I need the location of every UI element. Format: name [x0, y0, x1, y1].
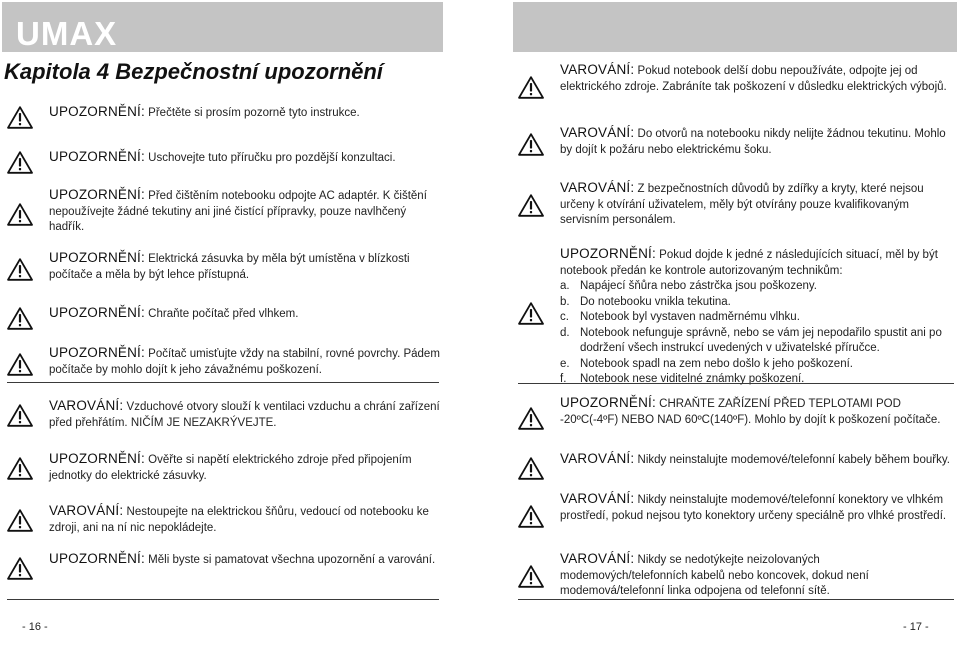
- list-item: [560, 279, 950, 295]
- warning-icon: [518, 407, 544, 430]
- notice-label: VAROVÁNÍ:: [560, 551, 635, 566]
- notice-text: Nikdy neinstalujte modemové/telefonní kabely během bouřky.: [637, 454, 950, 466]
- notice-label: VAROVÁNÍ:: [560, 491, 635, 506]
- notice-text: Nestoupejte na elektrickou šňůru, vedoucí od notebooku ke zdroji, ani na ní nic nepokládejte.: [49, 506, 429, 534]
- notice-text: Uschovejte tuto příručku pro pozdější konzultaci.: [148, 152, 396, 164]
- warning-icon: [7, 258, 33, 281]
- warning-icon: [518, 194, 544, 217]
- list-letter: c.: [560, 311, 569, 323]
- notice-label: UPOZORNĚNÍ:: [49, 305, 145, 320]
- warning-icon: [7, 307, 33, 330]
- notice-label: UPOZORNĚNÍ:: [49, 149, 145, 164]
- header-band-right: [513, 2, 957, 52]
- header-band-left: [2, 2, 443, 52]
- left-divider: [7, 382, 439, 383]
- notice-label: VAROVÁNÍ:: [560, 451, 635, 466]
- notice-label: UPOZORNĚNÍ:: [49, 187, 145, 202]
- notice-text: Pokud dojde k jedné z následujících situací, měl by být notebook předán ke kontrole autorizovaným technikům:: [560, 249, 938, 277]
- warning-icon: [7, 106, 33, 129]
- warning-icon: [7, 203, 33, 226]
- warning-icon: [7, 353, 33, 376]
- list-text: Notebook byl vystaven nadměrnému vlhku.: [580, 311, 800, 323]
- notice-label: VAROVÁNÍ:: [560, 62, 635, 77]
- warning-icon: [518, 565, 544, 588]
- notice-text: CHRAŇTE ZAŘÍZENÍ PŘED TEPLOTAMI POD -20ºC(-4ºF) NEBO NAD 60ºC(140ºF). Mohlo by dojít k poškození počítače.: [560, 398, 941, 426]
- notice-text: Pokud notebook delší dobu nepoužíváte, odpojte jej od elektrického zdroje. Zabráníte tak poškození v důsledku elektrických výbojů.: [560, 65, 947, 93]
- notice-text: Ověřte si napětí elektrického zdroje před připojením jednotky do elektrické zásuvky.: [49, 454, 412, 482]
- warning-icon: [7, 457, 33, 480]
- right-divider: [518, 383, 954, 384]
- list-text: Notebook spadl na zem nebo došlo k jeho poškození.: [580, 357, 853, 370]
- warning-icon: [7, 151, 33, 174]
- warning-icon: [518, 76, 544, 99]
- list-text: Do notebooku vnikla tekutina.: [580, 295, 731, 308]
- notice-label: VAROVÁNÍ:: [560, 125, 635, 140]
- notice-label: UPOZORNĚNÍ:: [49, 104, 145, 119]
- list-letter: e.: [560, 357, 570, 370]
- notice-text: Před čištěním notebooku odpojte AC adaptér. K čištění nepoužívejte žádné tekutiny ani jiné čistící přípravky, pouze navlhčený hadřík.: [49, 190, 427, 233]
- notice-label: UPOZORNĚNÍ:: [49, 551, 145, 566]
- notice-text: Nikdy neinstalujte modemové/telefonní konektory ve vlhkém prostředí, pokud nejsou tyto konektory určeny speciálně pro vlhké prostředí.: [560, 494, 947, 522]
- left-footer-rule: [7, 599, 439, 600]
- list-letter: a.: [560, 280, 570, 292]
- right-footer-rule: [518, 599, 954, 600]
- list-item: [560, 357, 950, 373]
- chapter-title: Kapitola 4 Bezpečnostní upozornění: [4, 59, 383, 84]
- warning-icon: [7, 557, 33, 580]
- list-item: [560, 326, 950, 357]
- notice-label: UPOZORNĚNÍ:: [49, 345, 145, 360]
- warning-icon: [518, 505, 544, 528]
- notice-text: Měli byste si pamatovat všechna upozornění a varování.: [148, 554, 436, 566]
- warning-icon: [518, 302, 544, 325]
- list-item: [560, 310, 950, 326]
- list-item: [560, 372, 950, 388]
- notice-text: Přečtěte si prosím pozorně tyto instrukce.: [148, 107, 360, 119]
- page-number-right: - 17 -: [903, 621, 929, 633]
- notice-text: Elektrická zásuvka by měla být umístěna v blízkosti počítače a měla by být lehce přístupná.: [49, 253, 410, 281]
- notice-label: UPOZORNĚNÍ:: [49, 451, 145, 466]
- notice-text: Počítač umisťujte vždy na stabilní, rovné povrchy. Pádem počítače by mohlo dojít k jeho závažnému poškození.: [49, 348, 440, 376]
- warning-icon: [518, 133, 544, 156]
- list-item: [560, 295, 950, 311]
- situation-list: [560, 279, 950, 388]
- warning-icon: [7, 509, 33, 532]
- notice-label: UPOZORNĚNÍ:: [49, 250, 145, 265]
- notice-text: Do otvorů na notebooku nikdy nelijte žádnou tekutinu. Mohlo by dojít k požáru nebo elektrickému šoku.: [560, 128, 946, 156]
- notice-label: VAROVÁNÍ:: [49, 398, 124, 413]
- list-letter: d.: [560, 326, 570, 339]
- list-text: Napájecí šňůra nebo zástrčka jsou poškozeny.: [580, 280, 817, 292]
- list-letter: b.: [560, 295, 570, 308]
- list-letter: f.: [560, 373, 567, 385]
- list-text: Notebook nese viditelné známky poškození.: [580, 373, 805, 385]
- notice-text: Nikdy se nedotýkejte neizolovaných modemových/telefonních kabelů nebo koncovek, dokud není modemová/telefonní linka odpojena od telefonní sítě.: [560, 554, 869, 597]
- notice-text: Chraňte počítač před vlhkem.: [148, 308, 299, 320]
- notice-label: VAROVÁNÍ:: [49, 503, 124, 518]
- warning-icon: [518, 457, 544, 480]
- list-text: Notebook nefunguje správně, nebo se vám jej nepodařilo spustit ani po dodržení všech instrukcí uvedených v uživatelské příručce.: [580, 326, 942, 354]
- warning-icon: [7, 404, 33, 427]
- umax-logo: UMAX: [16, 15, 118, 52]
- notice-text: Vzduchové otvory slouží k ventilaci vzduchu a chrání zařízení před přehřátím. NIČÍM JE NEZAKRÝVEJTE.: [49, 401, 440, 429]
- page-number-left: - 16 -: [22, 621, 48, 633]
- notice-label: UPOZORNĚNÍ:: [560, 395, 656, 410]
- notice-text: Z bezpečnostních důvodů by zdířky a kryty, které nejsou určeny k otvírání uživatelem, měly být otvírány pouze kvalifikovaným servisním personálem.: [560, 183, 924, 226]
- notice-label: VAROVÁNÍ:: [560, 180, 635, 195]
- notice-label: UPOZORNĚNÍ:: [560, 246, 656, 261]
